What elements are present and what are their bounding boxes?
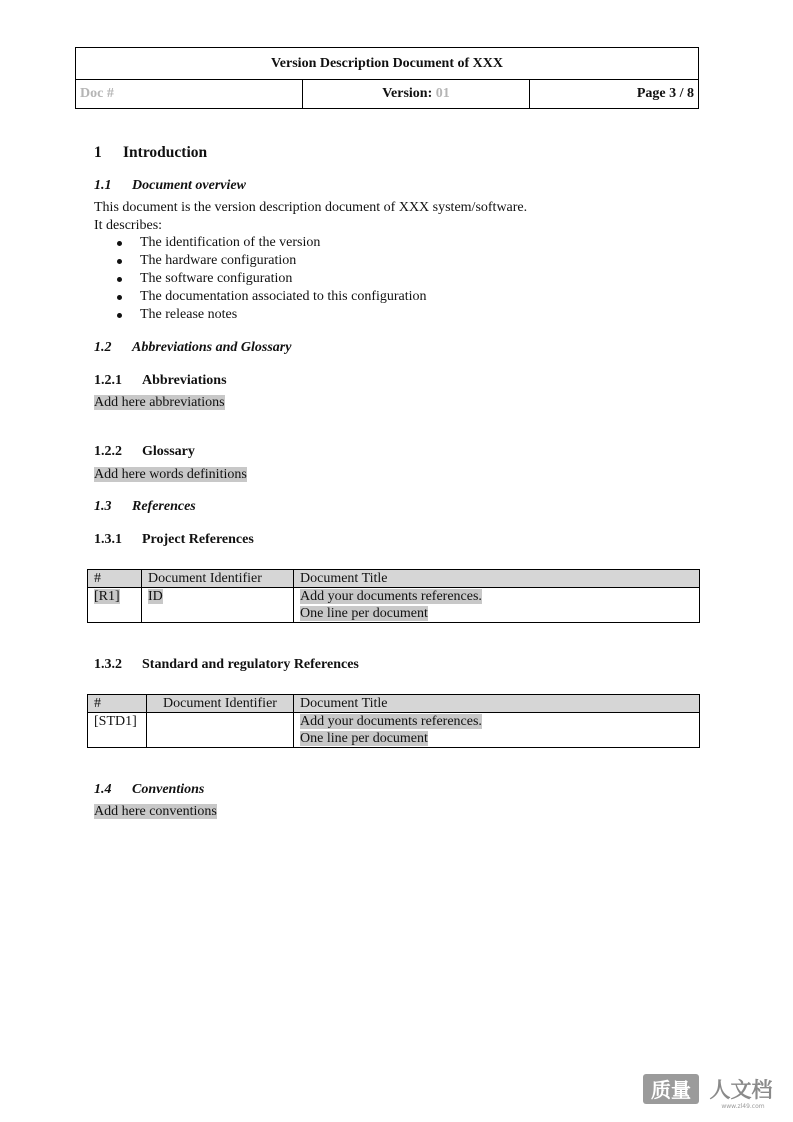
- heading-number: 1.3: [94, 499, 112, 514]
- heading-1-2: [94, 340, 291, 356]
- table-cell: [147, 713, 294, 748]
- svg-text:www.zl49.com: www.zl49.com: [721, 1103, 765, 1110]
- table-row: [88, 713, 700, 748]
- heading-text: Project References: [142, 532, 254, 547]
- table-cell: Add your documents references. One line per document: [294, 713, 700, 748]
- conventions-placeholder: Add here conventions: [94, 804, 217, 819]
- list-item: The documentation associated to this configuration: [94, 288, 427, 306]
- overview-bullet-list: [94, 234, 427, 324]
- heading-number: 1: [94, 144, 102, 161]
- heading-1-2-2: [94, 444, 195, 460]
- column-header: Document Identifier: [147, 695, 294, 713]
- table-cell: [R1]: [88, 588, 142, 623]
- column-header: Document Identifier: [142, 570, 294, 588]
- heading-1-3: [94, 499, 196, 515]
- heading-1-4: [94, 782, 204, 798]
- column-header: #: [88, 695, 147, 713]
- list-item: The software configuration: [94, 270, 427, 288]
- heading-1-3-2: [94, 657, 359, 673]
- table-cell: ID: [142, 588, 294, 623]
- table-cell: Add your documents references. One line per document: [294, 588, 700, 623]
- overview-paragraph: This document is the version description document of XXX system/software.: [94, 200, 528, 215]
- heading-number: 1.2.1: [94, 373, 122, 388]
- heading-number: 1.4: [94, 782, 112, 797]
- heading-number: 1.3.1: [94, 532, 122, 547]
- version-cell: [303, 80, 530, 108]
- document-title: Version Description Document of XXX: [76, 48, 698, 80]
- describes-paragraph: It describes:: [94, 218, 163, 233]
- heading-number: 1.3.2: [94, 657, 122, 672]
- list-item: The hardware configuration: [94, 252, 427, 270]
- standard-references-table: [87, 694, 700, 748]
- heading-1-1: [94, 178, 246, 194]
- version-label: Version:: [382, 86, 433, 101]
- document-header: [75, 47, 699, 109]
- heading-number: 1.2: [94, 340, 112, 355]
- table-header-row: [88, 695, 700, 713]
- table-cell: [STD1]: [88, 713, 147, 748]
- list-item: The identification of the version: [94, 234, 427, 252]
- list-item: The release notes: [94, 306, 427, 324]
- heading-text: Introduction: [123, 144, 208, 161]
- version-value: 01: [435, 86, 450, 101]
- column-header: Document Title: [294, 695, 700, 713]
- project-references-table: [87, 569, 700, 623]
- heading-text: Standard and regulatory References: [142, 657, 359, 672]
- svg-text:人文档: 人文档: [709, 1078, 773, 1102]
- heading-text: Abbreviations and Glossary: [132, 340, 292, 355]
- heading-text: Conventions: [132, 782, 205, 797]
- heading-1-3-1: [94, 532, 254, 548]
- heading-1: [94, 144, 207, 162]
- table-row: [88, 588, 700, 623]
- watermark-logo: [643, 1072, 781, 1110]
- table-header-row: [88, 570, 700, 588]
- heading-text: Document overview: [132, 178, 246, 193]
- column-header: Document Title: [294, 570, 700, 588]
- heading-number: 1.2.2: [94, 444, 122, 459]
- heading-number: 1.1: [94, 178, 112, 193]
- page-number: Page 3 / 8: [636, 86, 694, 101]
- doc-number-label: Doc #: [76, 80, 303, 108]
- column-header: #: [88, 570, 142, 588]
- glossary-placeholder: Add here words definitions: [94, 467, 247, 482]
- heading-text: References: [132, 499, 196, 514]
- heading-1-2-1: [94, 373, 227, 389]
- abbreviations-placeholder: Add here abbreviations: [94, 395, 225, 410]
- heading-text: Abbreviations: [142, 373, 227, 388]
- heading-text: Glossary: [142, 444, 195, 459]
- svg-text:质量: 质量: [651, 1078, 691, 1102]
